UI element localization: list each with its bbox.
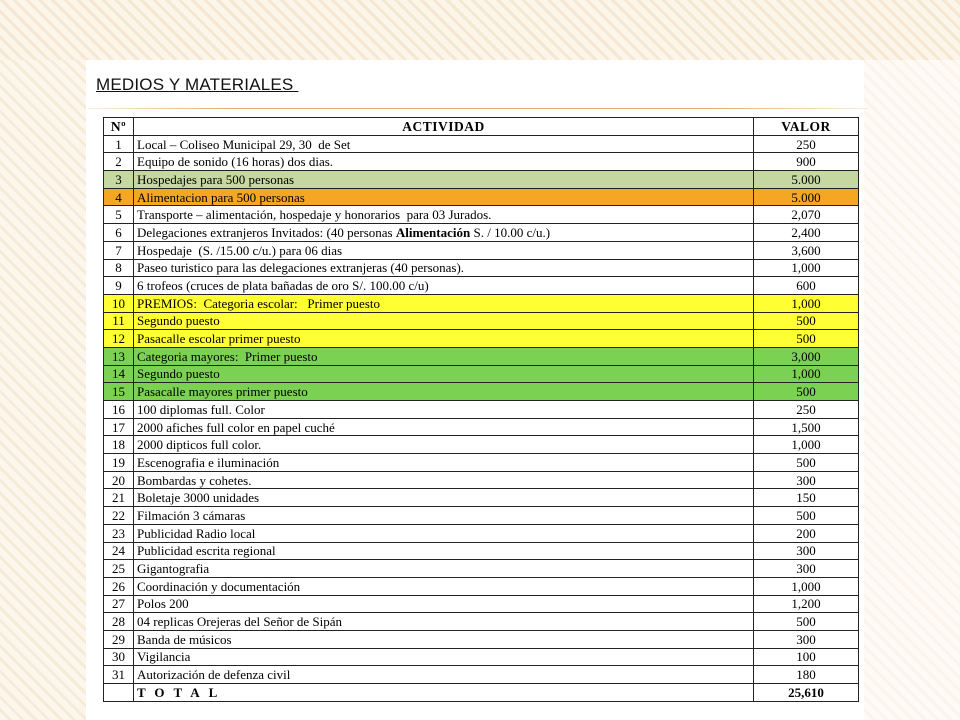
row-number: 22 bbox=[104, 507, 134, 525]
row-activity: Categoria mayores: Primer puesto bbox=[134, 347, 754, 365]
row-value: 200 bbox=[754, 524, 859, 542]
row-activity: Pasacalle escolar primer puesto bbox=[134, 330, 754, 348]
row-number: 29 bbox=[104, 630, 134, 648]
table-row bbox=[104, 135, 859, 153]
row-value: 1,200 bbox=[754, 595, 859, 613]
row-activity: Publicidad Radio local bbox=[134, 524, 754, 542]
table-row bbox=[104, 171, 859, 189]
row-number: 7 bbox=[104, 241, 134, 259]
table-row bbox=[104, 471, 859, 489]
table-row bbox=[104, 277, 859, 295]
table-row bbox=[104, 241, 859, 259]
table-row bbox=[104, 489, 859, 507]
row-value: 250 bbox=[754, 401, 859, 419]
row-value: 2,070 bbox=[754, 206, 859, 224]
row-activity: Boletaje 3000 unidades bbox=[134, 489, 754, 507]
row-activity: Publicidad escrita regional bbox=[134, 542, 754, 560]
row-number: 3 bbox=[104, 171, 134, 189]
row-activity: 6 trofeos (cruces de plata bañadas de oro S/. 100.00 c/u) bbox=[134, 277, 754, 295]
row-number: 9 bbox=[104, 277, 134, 295]
decorative-background-right bbox=[864, 60, 960, 720]
table-row bbox=[104, 224, 859, 242]
table-row bbox=[104, 294, 859, 312]
row-activity: Autorización de defenza civil bbox=[134, 666, 754, 684]
row-value: 300 bbox=[754, 471, 859, 489]
table-row bbox=[104, 401, 859, 419]
row-value: 180 bbox=[754, 666, 859, 684]
row-activity: Escenografia e iluminación bbox=[134, 454, 754, 472]
row-number: 25 bbox=[104, 560, 134, 578]
row-number: 30 bbox=[104, 648, 134, 666]
table-row bbox=[104, 365, 859, 383]
activity-text: Delegaciones extranjeros Invitados: (40 personas bbox=[137, 224, 396, 240]
row-value: 3,600 bbox=[754, 241, 859, 259]
row-number: 14 bbox=[104, 365, 134, 383]
row-activity: Hospedaje (S. /15.00 c/u.) para 06 dias bbox=[134, 241, 754, 259]
row-value: 3,000 bbox=[754, 347, 859, 365]
row-value: 5.000 bbox=[754, 188, 859, 206]
row-number: 18 bbox=[104, 436, 134, 454]
row-value: 5.000 bbox=[754, 171, 859, 189]
row-number: 13 bbox=[104, 347, 134, 365]
table-row bbox=[104, 436, 859, 454]
row-activity: Equipo de sonido (16 horas) dos dias. bbox=[134, 153, 754, 171]
activity-bold-text: Alimentación bbox=[395, 224, 471, 240]
row-activity: Coordinación y documentación bbox=[134, 577, 754, 595]
table-row bbox=[104, 153, 859, 171]
slide-title: MEDIOS Y MATERIALES bbox=[96, 75, 299, 94]
table-row bbox=[104, 418, 859, 436]
row-value: 500 bbox=[754, 312, 859, 330]
table-row bbox=[104, 630, 859, 648]
table-row bbox=[104, 524, 859, 542]
row-number: 24 bbox=[104, 542, 134, 560]
table-row bbox=[104, 542, 859, 560]
row-value: 600 bbox=[754, 277, 859, 295]
activity-text: S. / 10.00 c/u.) bbox=[470, 224, 551, 240]
row-activity: Bombardas y cohetes. bbox=[134, 471, 754, 489]
row-value: 100 bbox=[754, 648, 859, 666]
row-number: 5 bbox=[104, 206, 134, 224]
row-number: 31 bbox=[104, 666, 134, 684]
table-row bbox=[104, 383, 859, 401]
row-activity: Pasacalle mayores primer puesto bbox=[134, 383, 754, 401]
table-row bbox=[104, 454, 859, 472]
row-value: 1,000 bbox=[754, 294, 859, 312]
row-number: 4 bbox=[104, 188, 134, 206]
row-activity: Alimentacion para 500 personas bbox=[134, 188, 754, 206]
row-value: 500 bbox=[754, 383, 859, 401]
row-value: 500 bbox=[754, 330, 859, 348]
table-row bbox=[104, 330, 859, 348]
row-activity: Hospedajes para 500 personas bbox=[134, 171, 754, 189]
table-row bbox=[104, 613, 859, 631]
row-number: 11 bbox=[104, 312, 134, 330]
row-activity: Transporte – alimentación, hospedaje y honorarios para 03 Jurados. bbox=[134, 206, 754, 224]
row-number: 10 bbox=[104, 294, 134, 312]
header-value: VALOR bbox=[754, 118, 859, 136]
row-value: 1,000 bbox=[754, 436, 859, 454]
row-number: 17 bbox=[104, 418, 134, 436]
row-number: 27 bbox=[104, 595, 134, 613]
row-activity: Paseo turistico para las delegaciones extranjeras (40 personas). bbox=[134, 259, 754, 277]
decorative-background-left bbox=[0, 60, 86, 720]
row-number: 8 bbox=[104, 259, 134, 277]
row-number: 26 bbox=[104, 577, 134, 595]
table-row bbox=[104, 188, 859, 206]
row-activity: Vigilancia bbox=[134, 648, 754, 666]
row-value: 1,000 bbox=[754, 365, 859, 383]
row-value: 1,000 bbox=[754, 259, 859, 277]
header-activity: ACTIVIDAD bbox=[134, 118, 754, 136]
row-activity bbox=[134, 224, 754, 242]
table-row bbox=[104, 206, 859, 224]
row-value: 300 bbox=[754, 560, 859, 578]
table-row bbox=[104, 507, 859, 525]
row-number: 20 bbox=[104, 471, 134, 489]
row-activity: Polos 200 bbox=[134, 595, 754, 613]
row-value: 500 bbox=[754, 454, 859, 472]
title-divider bbox=[88, 108, 868, 109]
table-row bbox=[104, 595, 859, 613]
row-value: 250 bbox=[754, 135, 859, 153]
total-label: TOTAL bbox=[134, 684, 754, 702]
row-activity: 04 replicas Orejeras del Señor de Sipán bbox=[134, 613, 754, 631]
total-row bbox=[104, 684, 859, 702]
row-number: 6 bbox=[104, 224, 134, 242]
table-row bbox=[104, 666, 859, 684]
row-value: 500 bbox=[754, 507, 859, 525]
table-row bbox=[104, 577, 859, 595]
row-activity: Local – Coliseo Municipal 29, 30 de Set bbox=[134, 135, 754, 153]
budget-table-body bbox=[104, 135, 859, 701]
total-value: 25,610 bbox=[754, 684, 859, 702]
row-value: 500 bbox=[754, 613, 859, 631]
row-activity: 2000 afiches full color en papel cuché bbox=[134, 418, 754, 436]
row-activity: 100 diplomas full. Color bbox=[134, 401, 754, 419]
row-number: 1 bbox=[104, 135, 134, 153]
total-empty-cell bbox=[104, 684, 134, 702]
row-activity: Banda de músicos bbox=[134, 630, 754, 648]
row-value: 900 bbox=[754, 153, 859, 171]
row-value: 150 bbox=[754, 489, 859, 507]
row-value: 1,000 bbox=[754, 577, 859, 595]
table-row bbox=[104, 347, 859, 365]
row-activity: 2000 dipticos full color. bbox=[134, 436, 754, 454]
row-activity: PREMIOS: Categoria escolar: Primer puesto bbox=[134, 294, 754, 312]
table-row bbox=[104, 259, 859, 277]
row-value: 2,400 bbox=[754, 224, 859, 242]
row-number: 19 bbox=[104, 454, 134, 472]
row-activity: Filmación 3 cámaras bbox=[134, 507, 754, 525]
header-no: Nº bbox=[104, 118, 134, 136]
table-header-row bbox=[104, 118, 859, 136]
row-number: 23 bbox=[104, 524, 134, 542]
row-number: 28 bbox=[104, 613, 134, 631]
table-row bbox=[104, 560, 859, 578]
row-number: 12 bbox=[104, 330, 134, 348]
row-activity: Segundo puesto bbox=[134, 312, 754, 330]
decorative-background-top bbox=[0, 0, 960, 60]
row-activity: Gigantografia bbox=[134, 560, 754, 578]
row-value: 300 bbox=[754, 630, 859, 648]
table-row bbox=[104, 648, 859, 666]
table-row bbox=[104, 312, 859, 330]
row-number: 15 bbox=[104, 383, 134, 401]
row-number: 16 bbox=[104, 401, 134, 419]
budget-table bbox=[103, 117, 859, 702]
row-number: 21 bbox=[104, 489, 134, 507]
row-value: 300 bbox=[754, 542, 859, 560]
row-number: 2 bbox=[104, 153, 134, 171]
row-activity: Segundo puesto bbox=[134, 365, 754, 383]
row-value: 1,500 bbox=[754, 418, 859, 436]
